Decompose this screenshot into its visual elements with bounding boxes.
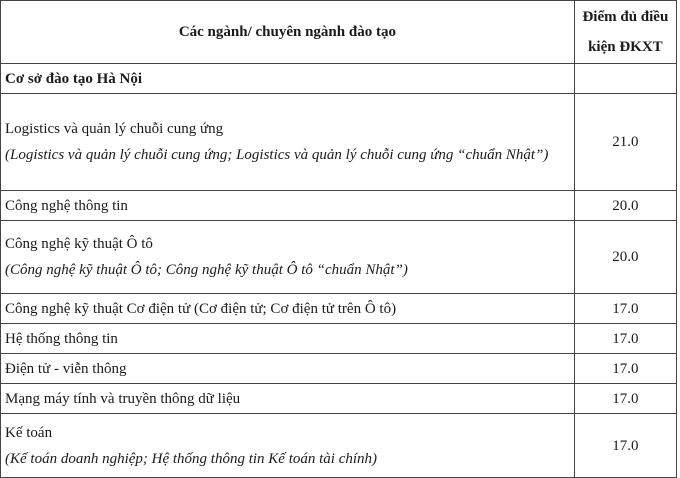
table-row (1, 94, 677, 191)
program-cell (1, 414, 575, 478)
program-name: Mạng máy tính và truyền thông dữ liệu (1, 384, 575, 414)
program-score: 17.0 (574, 354, 676, 384)
table-row (1, 191, 677, 221)
section-score-empty (574, 64, 676, 94)
program-specializations: (Logistics và quản lý chuỗi cung ứng; Logistics và quản lý chuỗi cung ứng “chuẩn Nhật”) (5, 147, 549, 163)
program-name: Công nghệ kỹ thuật Ô tô (5, 236, 153, 252)
section-row (1, 64, 677, 94)
program-cell (1, 221, 575, 294)
program-cell (1, 94, 575, 191)
table-row (1, 384, 677, 414)
program-name: Kế toán (5, 424, 53, 441)
program-specializations: (Kế toán doanh nghiệp; Hệ thống thông tin Kế toán tài chính) (5, 450, 378, 467)
program-name: Công nghệ kỹ thuật Cơ điện tử (Cơ điện tử; Cơ điện tử trên Ô tô) (1, 294, 575, 324)
table-header-row (1, 1, 677, 64)
column-header-score: Điểm đủ điều kiện ĐKXT (574, 1, 676, 64)
program-name: Logistics và quản lý chuỗi cung ứng (5, 121, 224, 137)
program-score: 20.0 (574, 191, 676, 221)
program-score: 21.0 (574, 94, 676, 191)
table-row (1, 324, 677, 354)
column-header-programs: Các ngành/ chuyên ngành đào tạo (1, 1, 575, 64)
table-row (1, 414, 677, 478)
program-specializations: (Công nghệ kỹ thuật Ô tô; Công nghệ kỹ thuật Ô tô “chuẩn Nhật”) (5, 262, 408, 278)
section-title: Cơ sở đào tạo Hà Nội (1, 64, 575, 94)
program-score: 17.0 (574, 384, 676, 414)
program-name: Hệ thống thông tin (1, 324, 575, 354)
table-row (1, 354, 677, 384)
program-score: 17.0 (574, 294, 676, 324)
program-name: Điện tử - viễn thông (1, 354, 575, 384)
program-score: 20.0 (574, 221, 676, 294)
table-row (1, 294, 677, 324)
table-row (1, 221, 677, 294)
program-score: 17.0 (574, 414, 676, 478)
program-score: 17.0 (574, 324, 676, 354)
program-name: Công nghệ thông tin (1, 191, 575, 221)
